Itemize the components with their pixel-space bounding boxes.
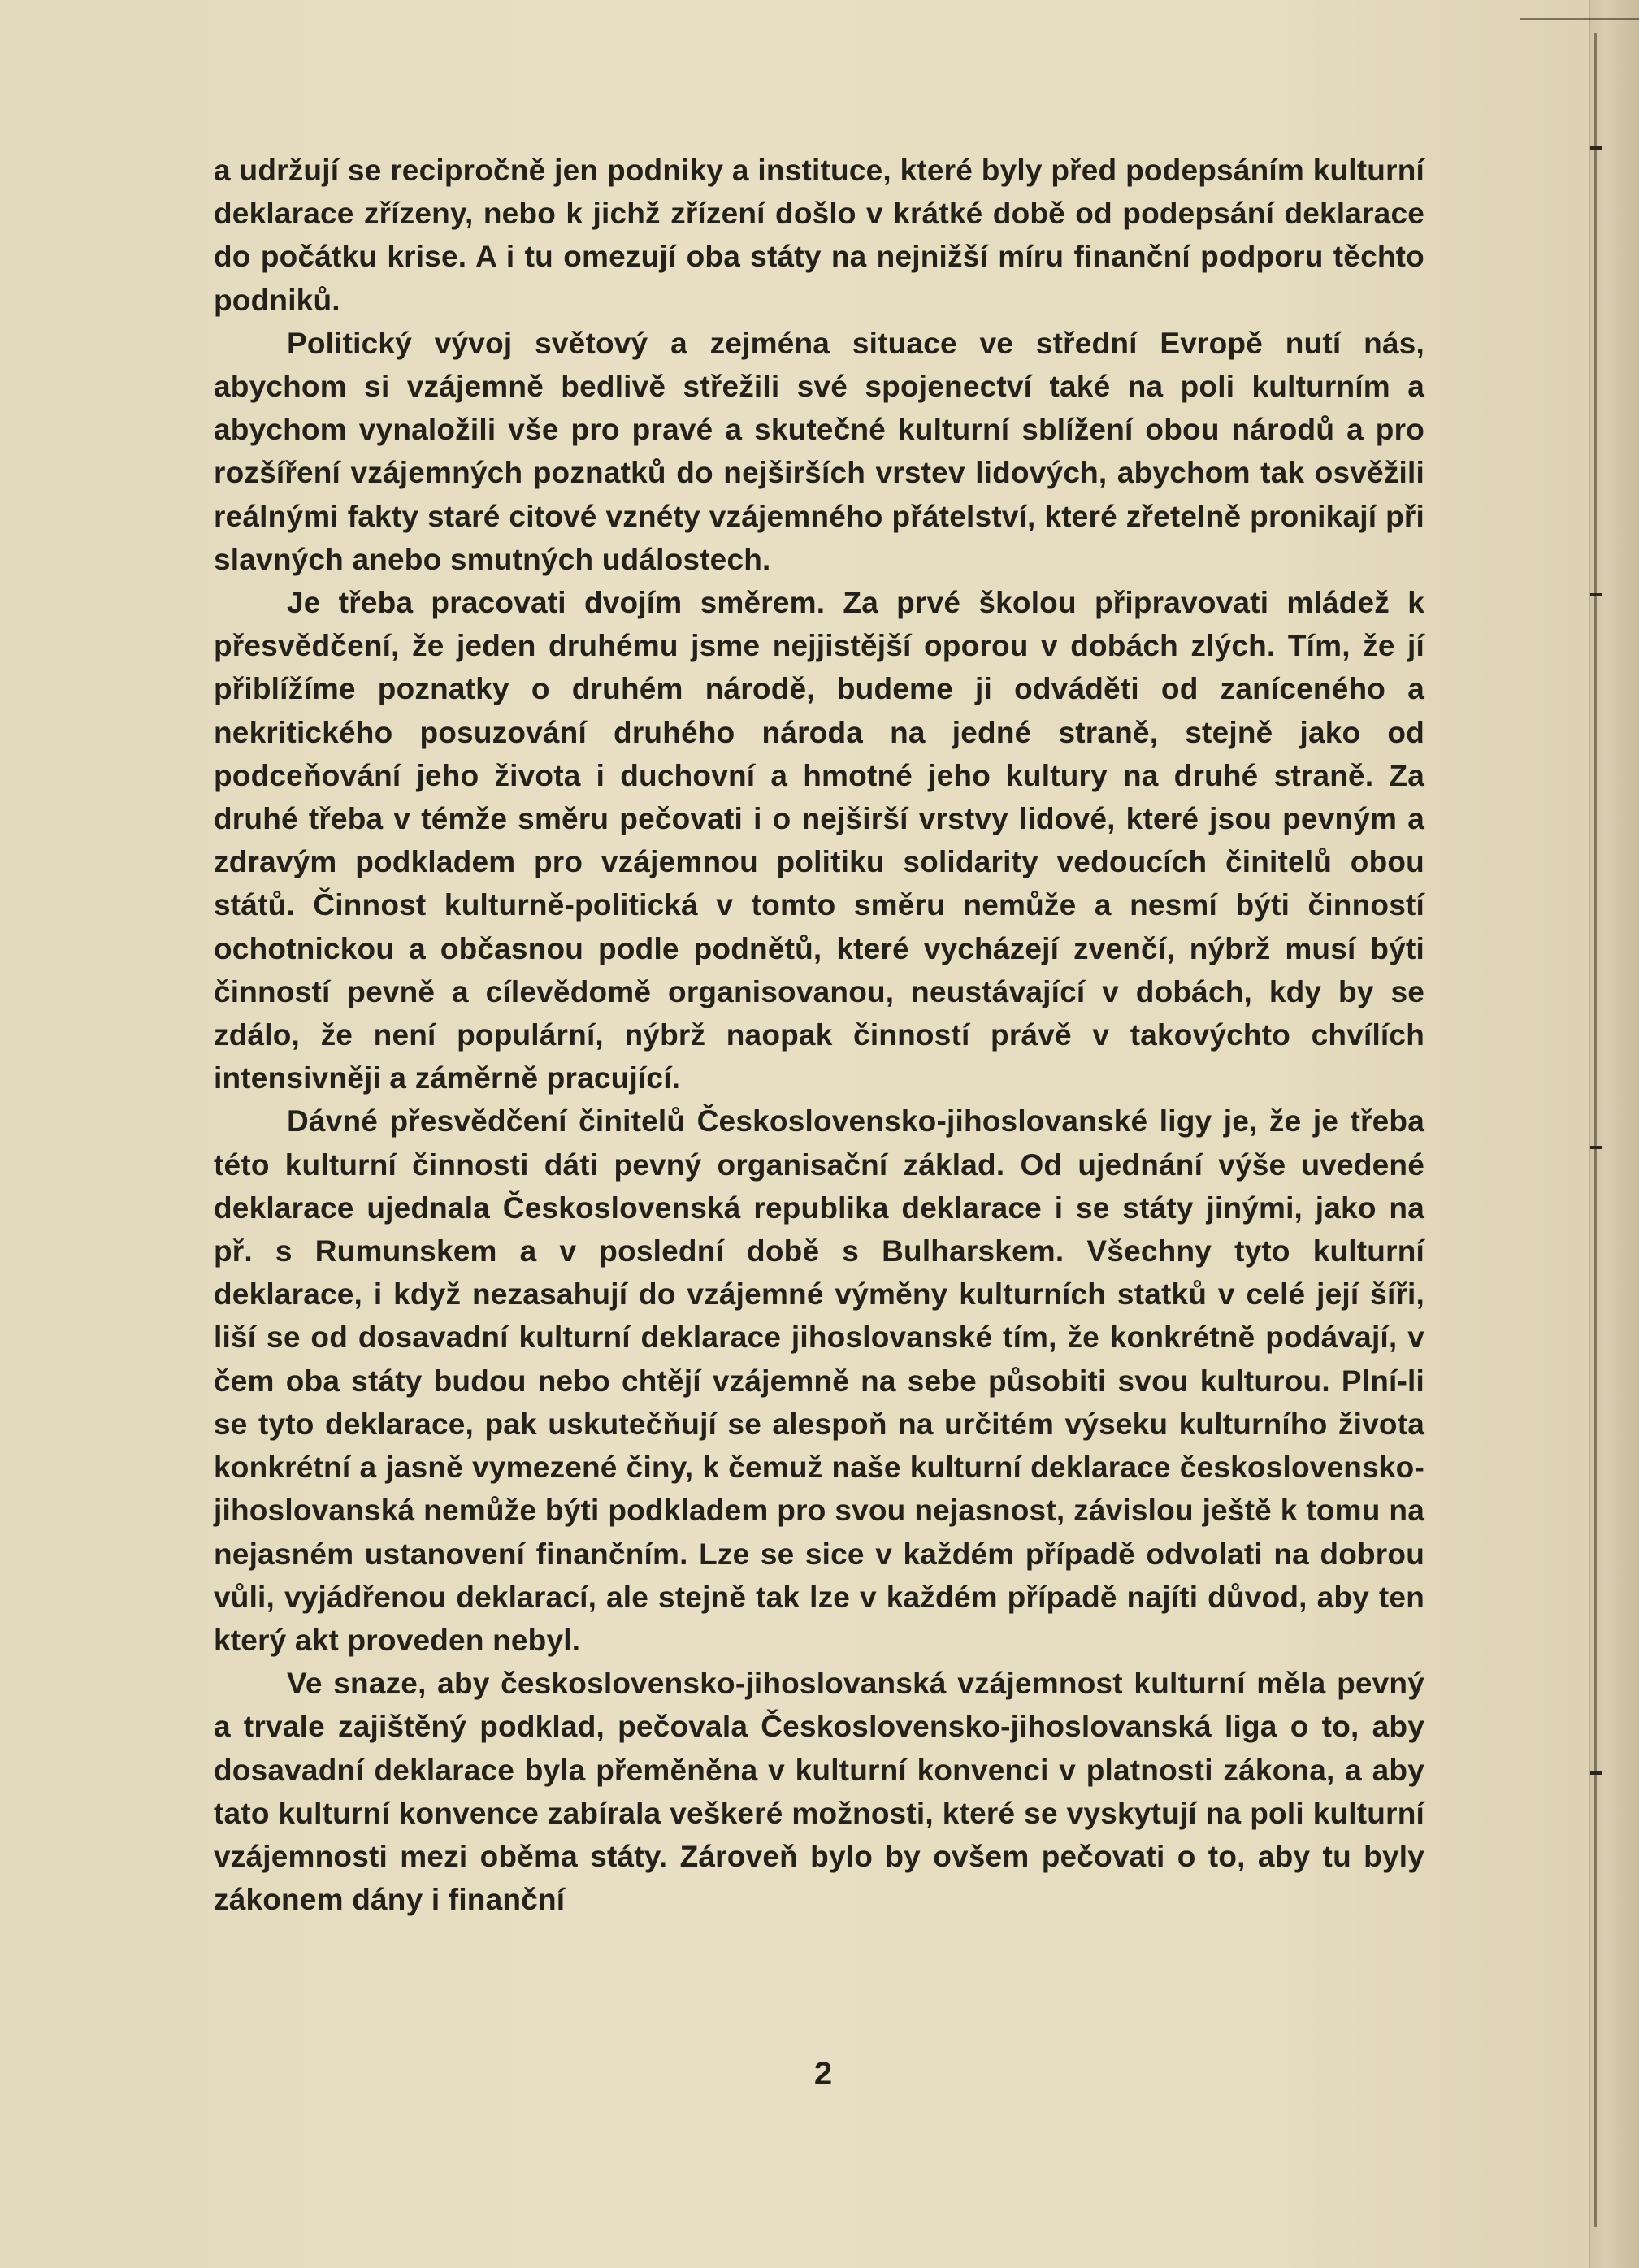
edge-mark	[1590, 1771, 1602, 1775]
top-edge-mark	[1520, 0, 1639, 20]
body-text	[214, 149, 1424, 1921]
paragraph-5: Ve snaze, aby československo-jihoslovanská vzájemnost kulturní měla pevný a trvale zajištěný podklad, pečovala Československo-jihoslovanská liga o to, aby dosavadní deklarace byla přeměněna v kulturní konvenci v platnosti zákona, a aby tato kulturní konvence zabírala veškeré možnosti, které se vyskytují na poli kulturní vzájemnosti mezi oběma státy. Zároveň bylo by ovšem pečovati o to, aby tu byly zákonem dány i finanční	[214, 1667, 1424, 1917]
paragraph-3: Je třeba pracovati dvojím směrem. Za prvé školou připravovati mládež k přesvědčení, že jeden druhému jsme nejjistější oporou v dobách zlých. Tím, že jí přiblížíme poznatky o druhém národě, budeme ji odváděti od zaníceného a nekritického posuzování druhého národa na jedné straně, stejně jako od podceňování jeho života i duchovní a hmotné jeho kultury na druhé straně. Za druhé třeba v témže směru pečovati i o nejširší vrstvy lidové, které jsou pevným a zdravým podkladem pro vzájemnou politiku solidarity vedoucích činitelů obou států. Činnost kulturně-politická v tomto směru nemůže a nesmí býti činností ochotnickou a občasnou podle podnětů, které vycházejí zvenčí, nýbrž musí býti činností pevně a cílevědomě organisovanou, neustávající v dobách, kdy by se zdálo, že není populární, nýbrž naopak činností právě v takovýchto chvílích intensivněji a záměrně pracující.	[214, 586, 1424, 1095]
edge-shadow-line	[1594, 33, 1597, 2227]
paragraph-2: Politický vývoj světový a zejména situace ve střední Evropě nutí nás, abychom si vzájemně bedlivě střežili své spojenectví také na poli kulturním a abychom vynaložili vše pro pravé a skutečné kulturní sblížení obou národů a pro rozšíření vzájemných poznatků do nejširších vrstev lidových, abychom tak osvěžili reálnými fakty staré citové vznéty vzájemného přátelství, které zřetelně pronikají při slavných anebo smutných událostech.	[214, 326, 1424, 576]
paragraph-1: a udržují se recipročně jen podniky a instituce, které byly před podepsáním kulturní deklarace zřízeny, nebo k jichž zřízení došlo v krátké době od podepsání deklarace do počátku krise. A i tu omezují oba státy na nejnižší míru finanční podporu těchto podniků.	[214, 154, 1424, 317]
paragraph-4: Dávné přesvědčení činitelů Československo-jihoslovanské ligy je, že je třeba této kulturní činnosti dáti pevný organisační základ. Od ujednání výše uvedené deklarace ujednala Československá republika deklarace i se státy jinými, jako na př. s Rumunskem a v poslední době s Bulharskem. Všechny tyto kulturní deklarace, i když nezasahují do vzájemné výměny kulturních statků v celé její šíři, liší se od dosavadní kulturní deklarace jihoslovanské tím, že konkrétně podávají, v čem oba státy budou nebo chtějí vzájemně na sebe působiti svou kulturou. Plní-li se tyto deklarace, pak uskutečňují se alespoň na určitém výseku kulturního života konkrétní a jasně vymezené činy, k čemuž naše kulturní deklarace československo-jihoslovanská nemůže býti podkladem pro svou nejasnost, závislou ještě k tomu na nejasném ustanovení finančním. Lze se sice v každém případě odvolati na dobrou vůli, vyjádřenou deklarací, ale stejně tak lze v každém případě najíti důvod, aby ten který akt proveden nebyl.	[214, 1104, 1424, 1657]
edge-mark	[1590, 146, 1602, 150]
edge-mark	[1590, 1146, 1602, 1149]
edge-mark	[1590, 593, 1602, 596]
page-number: 2	[813, 2056, 833, 2092]
